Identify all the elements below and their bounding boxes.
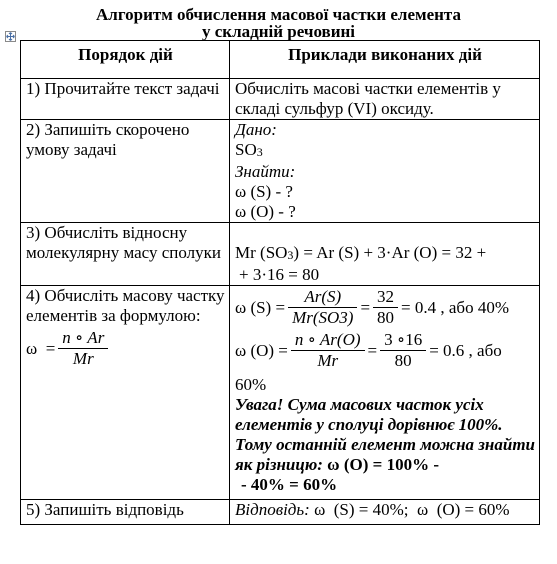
find-item: ω (O) - ?	[235, 202, 296, 221]
answer-text: ω (S) = 40%; ω (O) = 60%	[309, 500, 510, 519]
step-text: 4) Обчисліть масову частку елементів за формулою:	[26, 286, 225, 325]
example-cell	[230, 286, 540, 500]
given-label: Дано:	[235, 120, 277, 139]
document-title	[0, 6, 557, 40]
title-line-2: у складній речовині	[201, 22, 356, 41]
formula-fraction: $\frac{n \circ Ar}{Mr}$	[58, 328, 108, 369]
table-row	[21, 223, 540, 286]
example-cell	[230, 500, 540, 525]
example-cell	[230, 120, 540, 223]
step-cell	[21, 286, 230, 500]
step-cell: 3) Обчисліть відносну молекулярну масу сполуки	[21, 223, 230, 286]
find-item: ω (S) - ?	[235, 182, 293, 201]
answer-label: Відповідь:	[235, 500, 310, 519]
sum-note: Увага! Сума масових часток усіх елементів у сполуці дорівнює 100%. Тому останній елемент можна знайти як різницю: ω (O) = 100% -	[235, 395, 536, 474]
step-cell: 2) Запишіть скорочено умову задачі	[21, 120, 230, 223]
sum-note-tail: - 40% = 60%	[241, 475, 338, 494]
find-label: Знайти:	[235, 162, 296, 181]
table-row	[21, 500, 540, 525]
step-cell: 1) Прочитайте текст задачі	[21, 79, 230, 120]
header-examples: Приклади виконаних дій	[230, 41, 540, 79]
mass-fraction-formula: ω = $\frac{n \circ Ar}{Mr}$	[26, 328, 225, 369]
step-cell: 5) Запишіть відповідь	[21, 500, 230, 525]
mr-calculation-line-1: Mr (SO3) = Ar (S) + 3·Ar (O) = 32 +	[235, 243, 487, 262]
move-arrows-icon[interactable]	[5, 31, 16, 42]
example-cell	[230, 223, 540, 286]
example-cell: Обчисліть масові частки елементів у складі сульфур (VI) оксиду.	[230, 79, 540, 120]
oxygen-fraction-calc: ω (O) = $\frac{n \circ Ar(O)}{Mr}$ = $\frac{3 \circ 16}{80}$ = 0.6 , або	[235, 330, 502, 370]
table-row	[21, 79, 540, 120]
oxygen-percent: 60%	[235, 375, 267, 394]
title-line-1: Алгоритм обчислення масової частки елемента	[96, 5, 461, 24]
table-header-row	[21, 41, 540, 79]
table-row	[21, 286, 540, 500]
table-row	[21, 120, 540, 223]
sulfur-fraction-calc: ω (S) = $\frac{Ar(S)}{Mr(SO3)}$ = $\frac{32}{80}$ = 0.4 , або 40%	[235, 287, 509, 327]
algorithm-table	[20, 40, 540, 525]
mr-calculation-line-2: + 3·16 = 80	[239, 265, 320, 284]
given-formula: SO3	[235, 140, 263, 159]
header-steps: Порядок дій	[21, 41, 230, 79]
